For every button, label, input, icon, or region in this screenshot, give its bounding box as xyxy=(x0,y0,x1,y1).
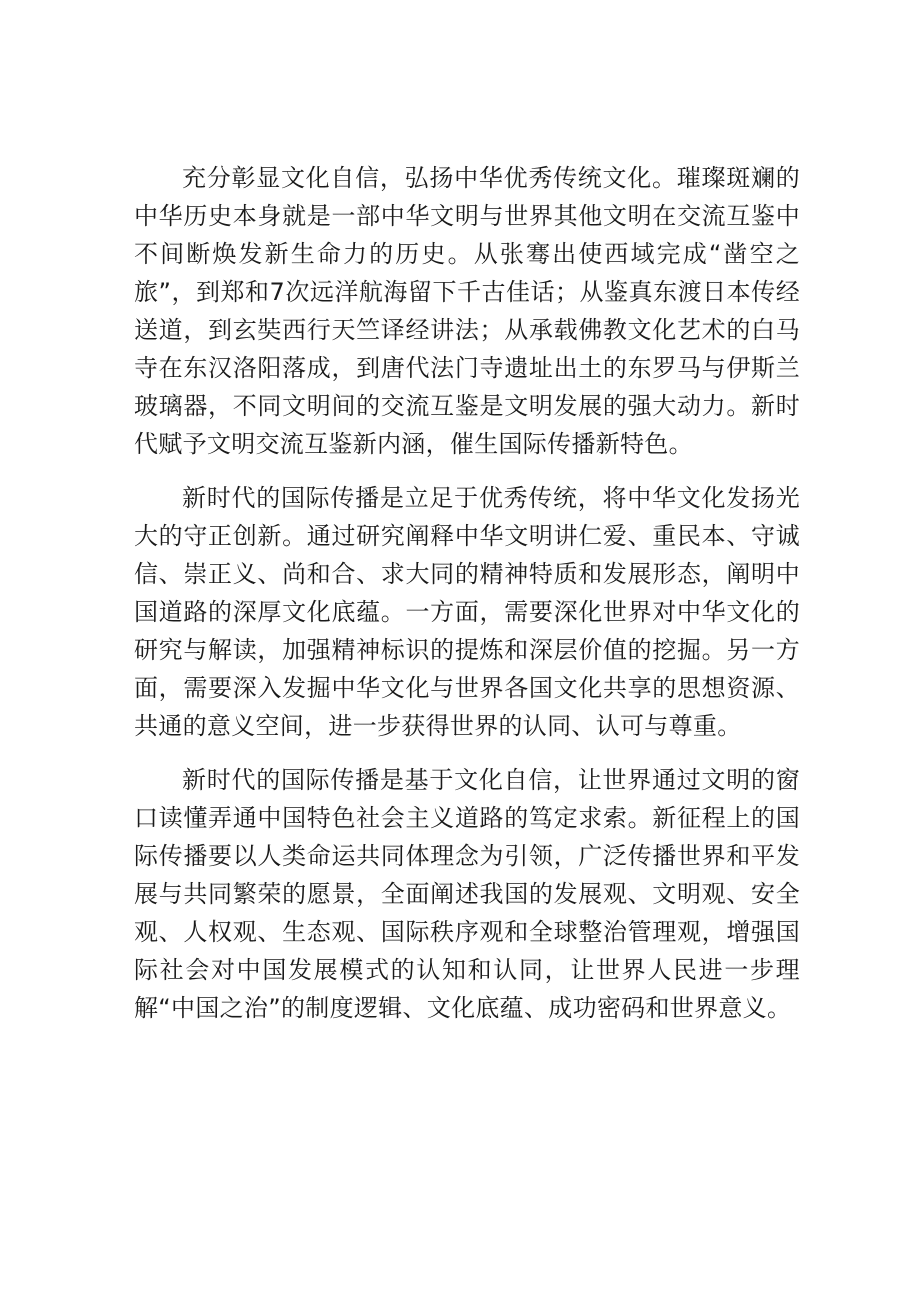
paragraph-3: 新时代的国际传播是基于文化自信，让世界通过文明的窗口读懂弄通中国特色社会主义道路的笃定求索。新征程上的国际传播要以人类命运共同体理念为引领，广泛传播世界和平发展与共同繁荣的愿景，全面阐述我国的发展观、文明观、安全观、人权观、生态观、国际秩序观和全球整治管理观，增强国际社会对中国发展模式的认知和认同，让世界人民进一步理解“中国之治”的制度逻辑、文化底蕴、成功密码和世界意义。 xyxy=(134,766,800,1022)
document-body xyxy=(134,159,800,1043)
paragraph-2: 新时代的国际传播是立足于优秀传统，将中华文化发扬光大的守正创新。通过研究阐释中华文明讲仁爱、重民本、守诚信、崇正义、尚和合、求大同的精神特质和发展形态，阐明中国道路的深厚文化底蕴。一方面，需要深化世界对中华文化的研究与解读，加强精神标识的提炼和深层价值的挖掘。另一方面，需要深入发掘中华文化与世界各国文化共享的思想资源、共通的意义空间，进一步获得世界的认同、认可与尊重。 xyxy=(134,484,800,740)
paragraph-1: 充分彰显文化自信，弘扬中华优秀传统文化。璀璨斑斓的中华历史本身就是一部中华文明与世界其他文明在交流互鉴中不间断焕发新生命力的历史。从张骞出使西域完成“凿空之旅”，到郑和7次远洋航海留下千古佳话；从鉴真东渡日本传经送道，到玄奘西行天竺译经讲法；从承载佛教文化艺术的白马寺在东汉洛阳落成，到唐代法门寺遗址出土的东罗马与伊斯兰玻璃器，不同文明间的交流互鉴是文明发展的强大动力。新时代赋予文明交流互鉴新内涵，催生国际传播新特色。 xyxy=(134,164,800,458)
